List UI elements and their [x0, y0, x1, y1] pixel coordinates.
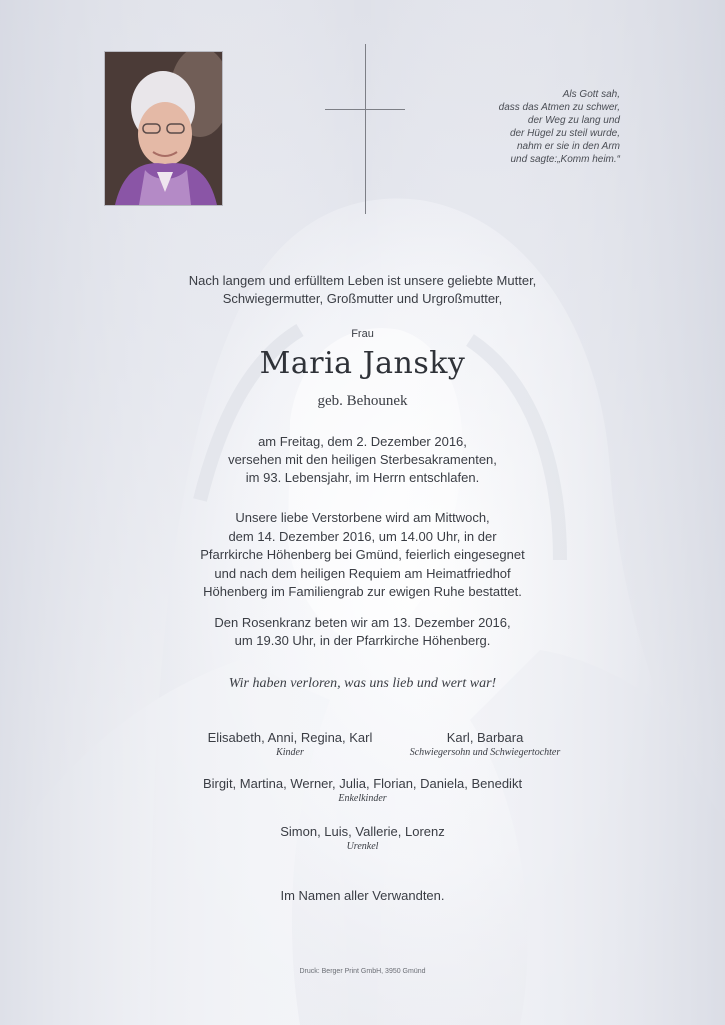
mourner-relation: Urenkel — [346, 841, 379, 852]
closing-line: Im Namen aller Verwandten. — [280, 888, 445, 903]
poem-line: der Weg zu lang und — [527, 115, 620, 126]
intro-line: Schwiegermutter, Großmutter und Urgroßmutter, — [222, 291, 503, 306]
intro-text — [0, 272, 725, 308]
mourner-relation: Kinder — [276, 747, 304, 758]
mourner-relation: Enkelkinder — [338, 793, 387, 804]
poem-line: Als Gott sah, — [562, 89, 620, 100]
mourners-children — [180, 730, 400, 758]
death-line: versehen mit den heiligen Sterbesakramenten, — [228, 452, 497, 467]
mourner-names: Birgit, Martina, Werner, Julia, Florian, Daniela, Benedikt — [202, 776, 523, 791]
birth-name: geb. Behounek — [317, 393, 408, 409]
mourners-great-grandchildren — [0, 824, 725, 852]
mourners-grandchildren — [0, 776, 725, 804]
poem-line: der Hügel zu steil wurde, — [509, 128, 620, 139]
death-line: im 93. Lebensjahr, im Herrn entschlafen. — [245, 470, 480, 485]
rosary-line: Den Rosenkranz beten wir am 13. Dezember 2016, — [214, 615, 511, 630]
motto: Wir haben verloren, was uns lieb und wert war! — [228, 676, 497, 691]
rosary-line: um 19.30 Uhr, in der Pfarrkirche Höhenberg. — [234, 633, 491, 648]
mourner-relation: Schwiegersohn und Schwiegertochter — [409, 747, 561, 758]
rosary-notice — [0, 614, 725, 650]
salutation: Frau — [351, 328, 374, 340]
mourner-names: Karl, Barbara — [446, 730, 524, 745]
deceased-name: Maria Jansky — [259, 346, 466, 381]
portrait-illustration — [105, 52, 222, 205]
funeral-line: und nach dem heiligen Requiem am Heimatfriedhof — [214, 565, 511, 581]
poem-line: dass das Atmen zu schwer, — [498, 102, 620, 113]
poem-line: und sagte:„Komm heim.“ — [510, 154, 620, 165]
funeral-line: Pfarrkirche Höhenberg bei Gmünd, feierlich eingesegnet — [200, 547, 525, 562]
funeral-notice — [0, 509, 725, 602]
poem — [420, 88, 620, 166]
printer-imprint: Druck: Berger Print GmbH, 3950 Gmünd — [299, 968, 426, 975]
death-notice — [0, 433, 725, 487]
funeral-line: dem 14. Dezember 2016, um 14.00 Uhr, in der — [228, 528, 497, 544]
mourner-names: Elisabeth, Anni, Regina, Karl — [207, 730, 373, 745]
intro-line: Nach langem und erfülltem Leben ist unsere geliebte Mutter, — [188, 273, 537, 288]
poem-line: nahm er sie in den Arm — [516, 141, 620, 152]
mourner-names: Simon, Luis, Vallerie, Lorenz — [280, 824, 445, 839]
portrait-photo — [105, 52, 222, 205]
funeral-line: Unsere liebe Verstorbene wird am Mittwoch, — [235, 510, 490, 525]
cross-symbol — [325, 44, 405, 214]
funeral-line: Höhenberg im Familiengrab zur ewigen Ruhe bestattet. — [203, 584, 522, 599]
death-line: am Freitag, dem 2. Dezember 2016, — [258, 434, 467, 449]
mourners-in-laws — [400, 730, 570, 758]
